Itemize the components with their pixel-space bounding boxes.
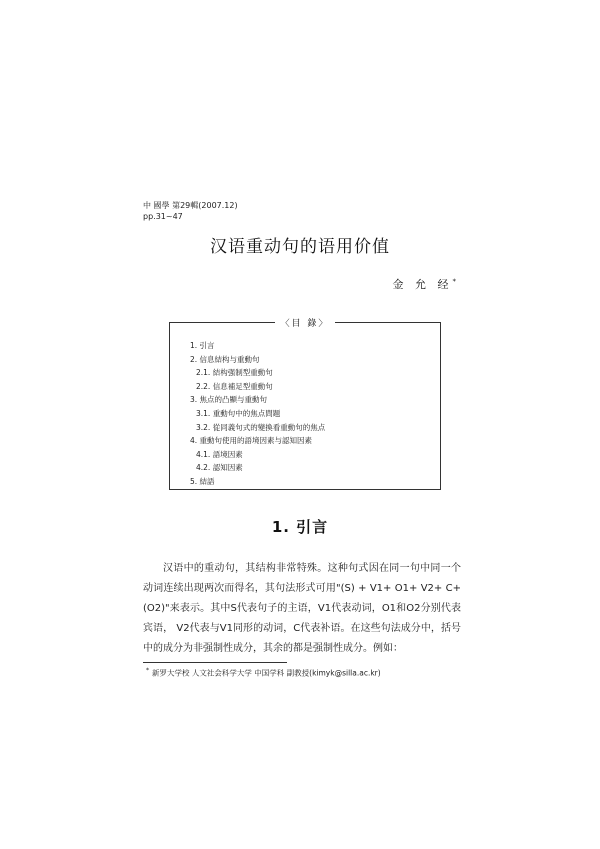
table-of-contents <box>169 319 441 490</box>
footnote-text: 新罗大学校 人文社会科学大学 中国学科 副教授(kimyk@silla.ac.kr) <box>152 668 381 678</box>
footnote <box>146 667 381 679</box>
toc-title: 〈目 錄〉 <box>275 319 336 329</box>
toc-item: 5. 結語 <box>190 476 215 486</box>
footnote-mark: * <box>146 667 149 674</box>
paper-title: 汉语重动句的语用价值 <box>210 237 390 257</box>
toc-item: 2.1. 結构强制型重動句 <box>196 368 273 378</box>
toc-item: 2. 信息結构与重動句 <box>190 354 260 364</box>
author-footnote-mark: * <box>452 277 456 286</box>
toc-list <box>190 339 325 489</box>
journal-pages: pp.31~47 <box>143 212 183 221</box>
footnote-divider <box>143 662 287 663</box>
toc-item: 4.1. 語境因素 <box>196 449 243 459</box>
author-line <box>393 276 457 292</box>
toc-item: 1. 引言 <box>190 341 215 350</box>
author-name: 金 允 经 <box>392 278 453 291</box>
body-paragraph: 汉语中的重动句，其结构非常特殊。这种句式因在同一句中同一个动词连续出现两次而得名，其句法形式可用"(S) + V1+ O1+ V2+ C+ (O2)"来表示。其中S代表句子的主语，V1代表动词，O1和O2分别代表宾语， V2代表与V1同形的动词，C代表补语。在这些句法成分中，括号中的成分为非强制性成分，其余的都是强制性成分。例如： <box>143 563 461 654</box>
toc-item: 3.1. 重動句中的焦点問題 <box>196 408 281 418</box>
section-heading: 1. 引言 <box>271 518 329 536</box>
journal-issue: 中 國學 第29輯(2007.12) <box>143 201 238 210</box>
journal-header <box>143 200 238 222</box>
toc-item: 3.2. 從同義句式的變換看重動句的焦点 <box>196 422 326 432</box>
toc-item: 2.2. 信息補足型重動句 <box>196 381 273 391</box>
toc-item: 4.2. 認知因素 <box>196 463 243 473</box>
toc-item: 4. 重動句使用的語境因素与認知因素 <box>190 436 313 446</box>
toc-item: 3. 焦点的凸顯与重動句 <box>190 395 268 405</box>
